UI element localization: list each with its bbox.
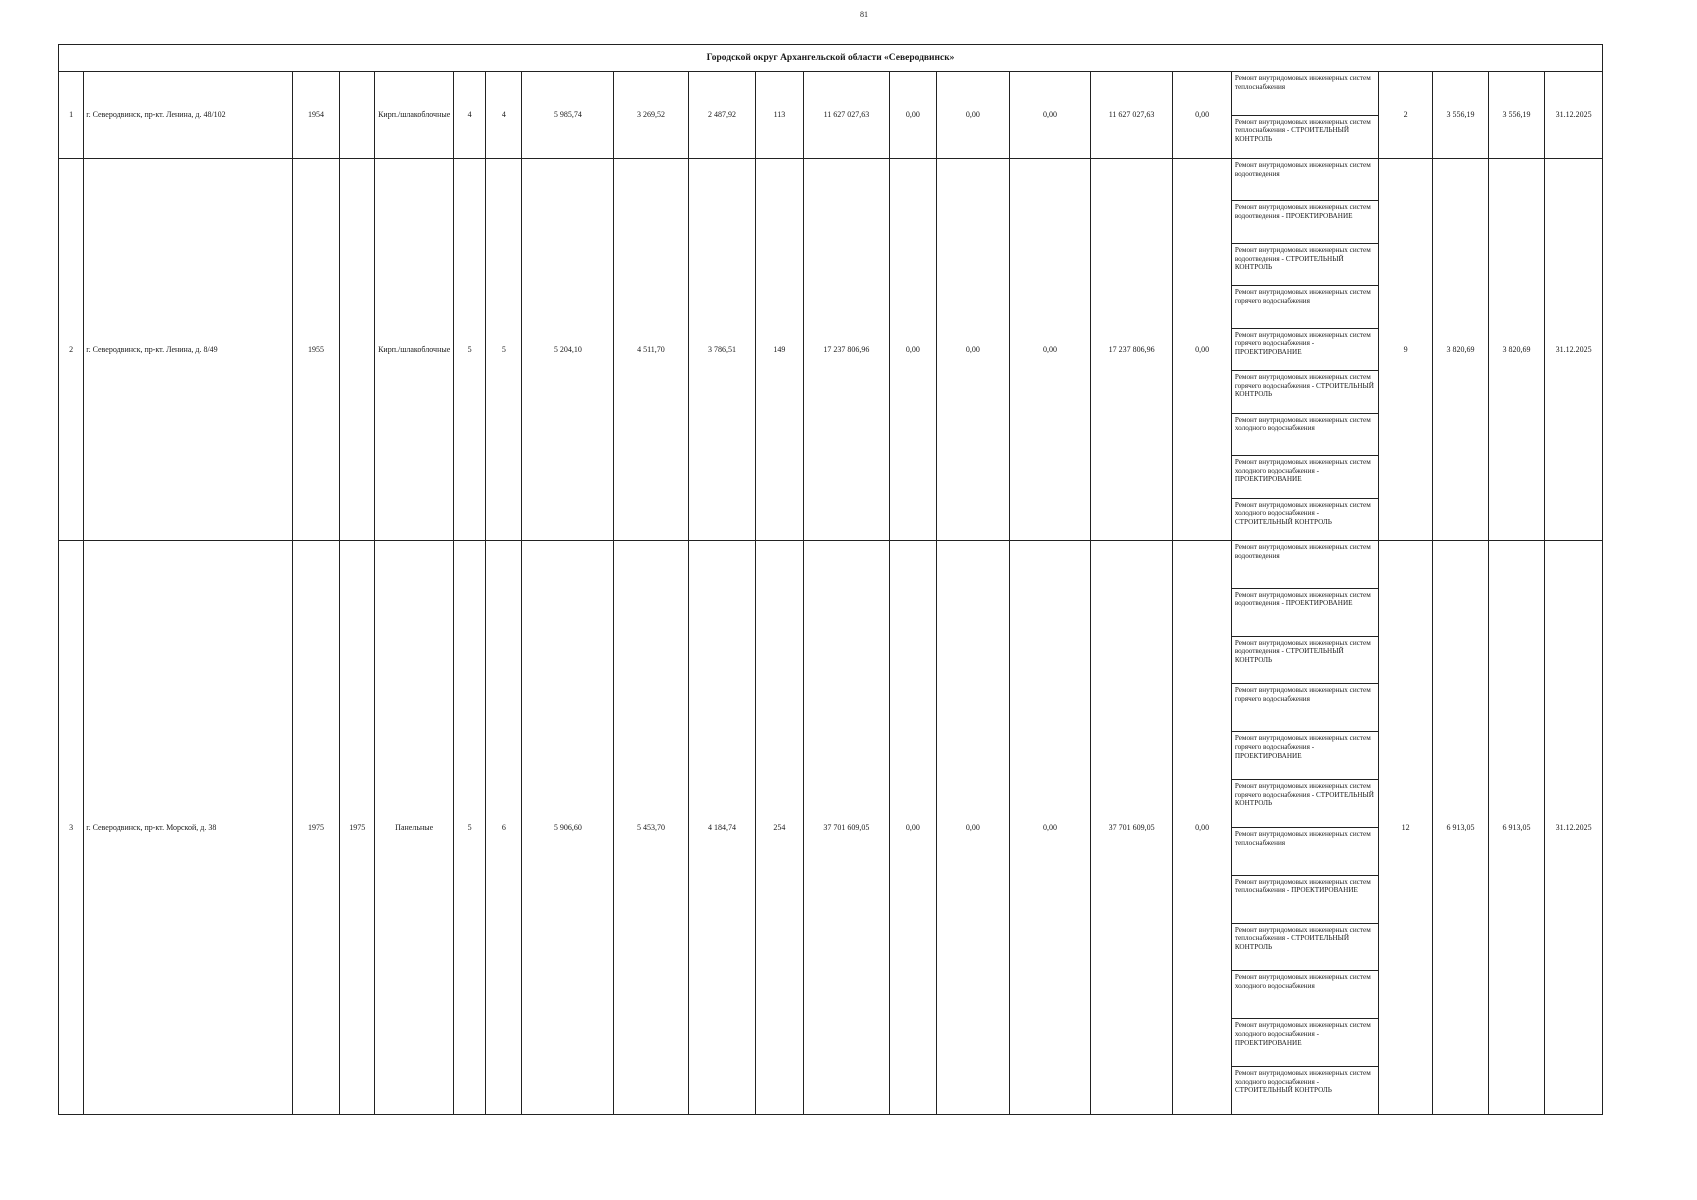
works-count: 2: [1378, 72, 1432, 159]
fund-other: 0,00: [1173, 541, 1231, 1115]
fund-other: 0,00: [1173, 159, 1231, 541]
row-number: 1: [59, 72, 84, 159]
section-title-row: [59, 45, 1603, 72]
fund-owners: 37 701 609,05: [1090, 541, 1173, 1115]
area-total: 5 204,10: [522, 159, 614, 541]
floors: 4: [453, 72, 485, 159]
table-row: [59, 159, 1603, 541]
year-built: 1954: [292, 72, 339, 159]
work-item: Ремонт внутридомовых инженерных систем водоотведения - ПРОЕКТИРОВАНИЕ: [1232, 201, 1378, 243]
unit-cost: 6 913,05: [1433, 541, 1488, 1115]
work-item: Ремонт внутридомовых инженерных систем теплоснабжения: [1232, 828, 1378, 876]
residents: 254: [756, 541, 803, 1115]
registry-table: [58, 44, 1603, 1115]
fund-budget-local: 0,00: [1010, 541, 1091, 1115]
fund-fcr: 0,00: [890, 159, 936, 541]
unit-cost-limit: 3 820,69: [1488, 159, 1544, 541]
work-item: Ремонт внутридомовых инженерных систем водоотведения: [1232, 159, 1378, 201]
work-item: Ремонт внутридомовых инженерных систем водоотведения: [1232, 541, 1378, 589]
work-item: Ремонт внутридомовых инженерных систем горячего водоснабжения - ПРОЕКТИРОВАНИЕ: [1232, 329, 1378, 371]
address: г. Северодвинск, пр-кт. Ленина, д. 8/49: [84, 159, 293, 541]
area-total: 5 906,60: [522, 541, 614, 1115]
unit-cost: 3 820,69: [1433, 159, 1488, 541]
works-count: 12: [1378, 541, 1432, 1115]
area-living: 5 453,70: [614, 541, 689, 1115]
work-item: Ремонт внутридомовых инженерных систем горячего водоснабжения: [1232, 286, 1378, 328]
work-item: Ремонт внутридомовых инженерных систем водоотведения - ПРОЕКТИРОВАНИЕ: [1232, 589, 1378, 637]
work-item: Ремонт внутридомовых инженерных систем теплоснабжения: [1232, 72, 1378, 116]
cost-total: 17 237 806,96: [803, 159, 890, 541]
work-item: Ремонт внутридомовых инженерных систем водоотведения - СТРОИТЕЛЬНЫЙ КОНТРОЛЬ: [1232, 244, 1378, 286]
work-item: Ремонт внутридомовых инженерных систем холодного водоснабжения: [1232, 414, 1378, 456]
residents: 149: [756, 159, 803, 541]
cost-total: 11 627 027,63: [803, 72, 890, 159]
work-item: Ремонт внутридомовых инженерных систем горячего водоснабжения: [1232, 684, 1378, 732]
fund-budget-region: 0,00: [936, 159, 1010, 541]
deadline: 31.12.2025: [1545, 72, 1603, 159]
entrances: 5: [486, 159, 522, 541]
address: г. Северодвинск, пр-кт. Ленина, д. 48/102: [84, 72, 293, 159]
works-list: [1232, 72, 1378, 158]
floors: 5: [453, 159, 485, 541]
deadline: 31.12.2025: [1545, 541, 1603, 1115]
works-cell: [1231, 72, 1378, 159]
area-residents: 3 786,51: [688, 159, 756, 541]
year-reconstructed: [340, 159, 375, 541]
work-item: Ремонт внутридомовых инженерных систем горячего водоснабжения - СТРОИТЕЛЬНЫЙ КОНТРОЛЬ: [1232, 780, 1378, 828]
work-item: Ремонт внутридомовых инженерных систем теплоснабжения - СТРОИТЕЛЬНЫЙ КОНТРОЛЬ: [1234, 117, 1371, 143]
area-total: 5 985,74: [522, 72, 614, 159]
entrances: 4: [486, 72, 522, 159]
fund-budget-local: 0,00: [1010, 72, 1091, 159]
floors: 5: [453, 541, 485, 1115]
wall-material: Кирп./шлакоблочные: [375, 159, 454, 541]
table-row: [59, 541, 1603, 1115]
fund-fcr: 0,00: [890, 72, 936, 159]
work-item: Ремонт внутридомовых инженерных систем теплоснабжения - ПРОЕКТИРОВАНИЕ: [1232, 876, 1378, 924]
work-item: Ремонт внутридомовых инженерных систем теплоснабжения - СТРОИТЕЛЬНЫЙ КОНТРОЛЬ: [1232, 924, 1378, 972]
fund-other: 0,00: [1173, 72, 1231, 159]
work-item: Ремонт внутридомовых инженерных систем водоотведения - СТРОИТЕЛЬНЫЙ КОНТРОЛЬ: [1232, 637, 1378, 685]
unit-cost-limit: 6 913,05: [1488, 541, 1544, 1115]
works-cell: [1231, 159, 1378, 541]
work-item: Ремонт внутридомовых инженерных систем холодного водоснабжения: [1232, 971, 1378, 1019]
area-residents: 2 487,92: [688, 72, 756, 159]
deadline: 31.12.2025: [1545, 159, 1603, 541]
fund-budget-region: 0,00: [936, 72, 1010, 159]
work-item: Ремонт внутридомовых инженерных систем холодного водоснабжения - ПРОЕКТИРОВАНИЕ: [1232, 1019, 1378, 1067]
entrances: 6: [486, 541, 522, 1115]
wall-material: Панельные: [375, 541, 454, 1115]
works-count: 9: [1378, 159, 1432, 541]
fund-owners: 17 237 806,96: [1090, 159, 1173, 541]
cost-total: 37 701 609,05: [803, 541, 890, 1115]
work-item: Ремонт внутридомовых инженерных систем горячего водоснабжения - ПРОЕКТИРОВАНИЕ: [1232, 732, 1378, 780]
residents: 113: [756, 72, 803, 159]
fund-budget-region: 0,00: [936, 541, 1010, 1115]
year-built: 1975: [292, 541, 339, 1115]
works-list: [1232, 159, 1378, 540]
work-item: Ремонт внутридомовых инженерных систем холодного водоснабжения - СТРОИТЕЛЬНЫЙ КОНТРОЛЬ: [1234, 1069, 1371, 1095]
section-title: Городской округ Архангельской области «Северодвинск»: [59, 45, 1603, 72]
area-living: 3 269,52: [614, 72, 689, 159]
area-living: 4 511,70: [614, 159, 689, 541]
work-item: Ремонт внутридомовых инженерных систем холодного водоснабжения - СТРОИТЕЛЬНЫЙ КОНТРОЛЬ: [1234, 500, 1371, 526]
row-number: 2: [59, 159, 84, 541]
area-residents: 4 184,74: [688, 541, 756, 1115]
work-item: Ремонт внутридомовых инженерных систем холодного водоснабжения - ПРОЕКТИРОВАНИЕ: [1232, 456, 1378, 498]
unit-cost-limit: 3 556,19: [1488, 72, 1544, 159]
works-cell: [1231, 541, 1378, 1115]
works-list: [1232, 541, 1378, 1114]
fund-owners: 11 627 027,63: [1090, 72, 1173, 159]
year-reconstructed: 1975: [340, 541, 375, 1115]
fund-fcr: 0,00: [890, 541, 936, 1115]
year-reconstructed: [340, 72, 375, 159]
year-built: 1955: [292, 159, 339, 541]
work-item: Ремонт внутридомовых инженерных систем горячего водоснабжения - СТРОИТЕЛЬНЫЙ КОНТРОЛЬ: [1232, 371, 1378, 413]
fund-budget-local: 0,00: [1010, 159, 1091, 541]
table-row: [59, 72, 1603, 159]
unit-cost: 3 556,19: [1433, 72, 1488, 159]
row-number: 3: [59, 541, 84, 1115]
address: г. Северодвинск, пр-кт. Морской, д. 38: [84, 541, 293, 1115]
page-number: 81: [860, 10, 868, 19]
wall-material: Кирп./шлакоблочные: [375, 72, 454, 159]
